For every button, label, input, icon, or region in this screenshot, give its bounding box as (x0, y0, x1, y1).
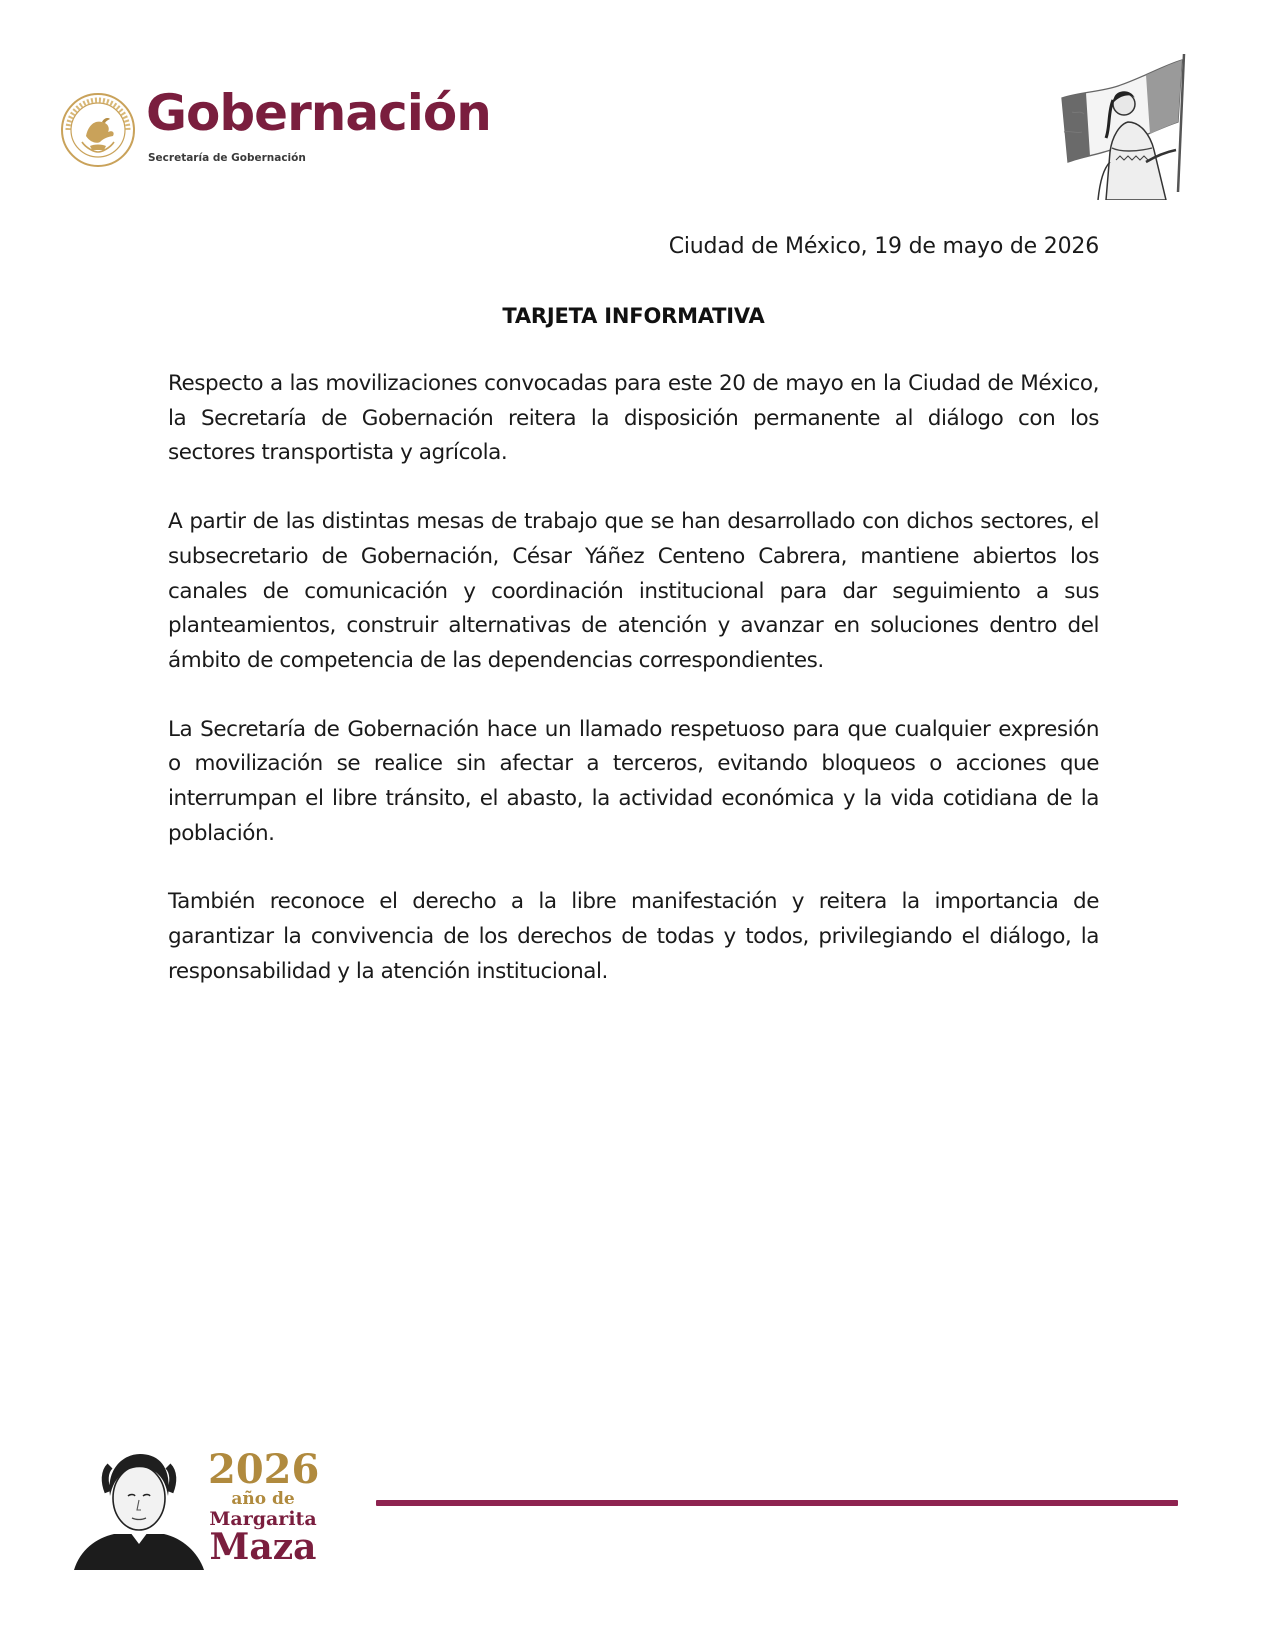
footer-divider (376, 1500, 1178, 1506)
margarita-maza-portrait-icon (74, 1448, 204, 1570)
coat-of-arms-seal-icon (60, 92, 136, 168)
document-title: TARJETA INFORMATIVA (502, 304, 765, 328)
paragraph: A partir de las distintas mesas de trabajo que se han desarrollado con dichos sectores, el subsecretario de Gobernación, César Yáñez Centeno Cabrera, mantiene abiertos los canales de comunicación y coordinación institucional para dar seguimiento a sus planteamientos, construir alternativas de atención y avanzar en soluciones dentro del ámbito de competencia de las dependencias correspondientes. (168, 509, 1099, 673)
badge-year: 2026 (208, 1446, 320, 1493)
brand-subtitle: Secretaría de Gobernación (148, 152, 306, 164)
letterhead (0, 0, 1267, 220)
brand-title: Gobernación (146, 84, 491, 142)
woman-with-flag-icon (1058, 52, 1198, 200)
paragraph: También reconoce el derecho a la libre manifestación y reitera la importancia de garantizar la convivencia de los derechos de todas y todos, privilegiando el diálogo, la responsabilidad y la atención institucional. (168, 889, 1099, 984)
paragraph: La Secretaría de Gobernación hace un llamado respetuoso para que cualquier expresión o movilización se realice sin afectar a terceros, evitando bloqueos o acciones que interrumpan el libre tránsito, el abasto, la actividad económica y la vida cotidiana de la población. (168, 716, 1099, 846)
paragraph: Respecto a las movilizaciones convocadas para este 20 de mayo en la Ciudad de México, la Secretaría de Gobernación reitera la disposición permanente al diálogo con los sectores transportista y agrícola. (168, 371, 1099, 466)
badge-line: año de (231, 1489, 295, 1509)
document-body (168, 367, 1099, 1024)
badge-surname: Maza (209, 1526, 317, 1568)
badge-name: Margarita (209, 1508, 317, 1530)
place-date: Ciudad de México, 19 de mayo de 2026 (668, 234, 1099, 259)
year-badge (208, 1446, 320, 1568)
